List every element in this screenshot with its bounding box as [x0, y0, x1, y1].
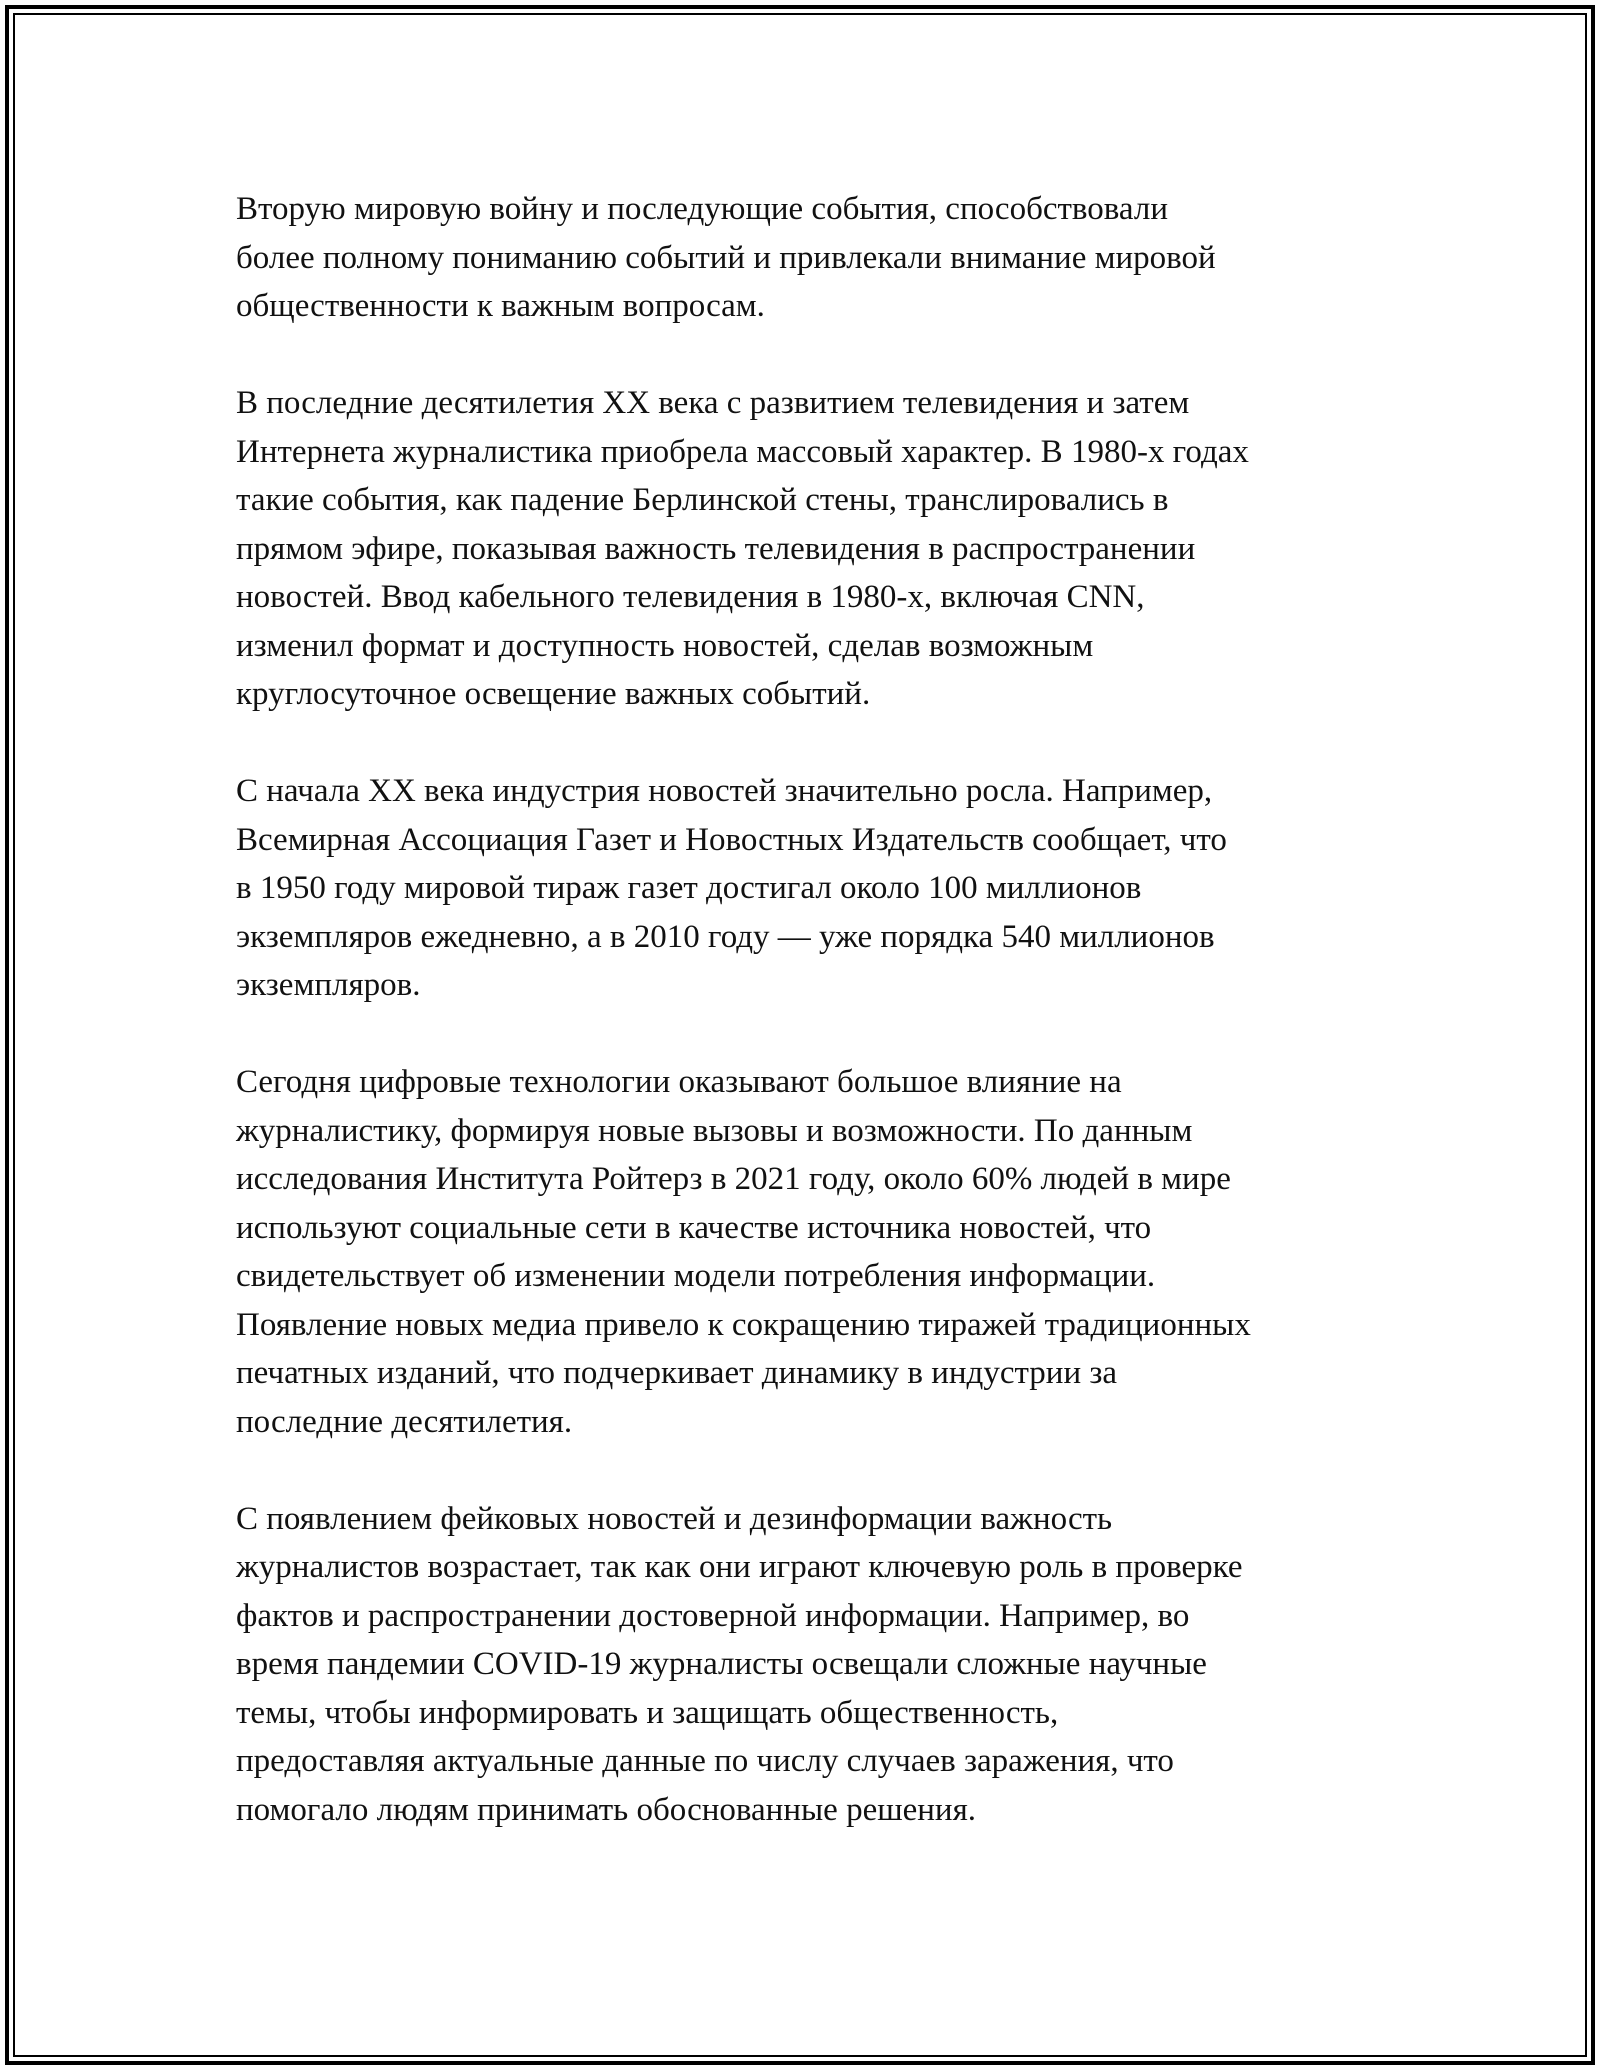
- text-line: время пандемии COVID-19 журналисты освещали сложные научные: [236, 1646, 1207, 1682]
- text-line: Сегодня цифровые технологии оказывают большое влияние на: [236, 1064, 1122, 1100]
- text-line: экземпляров.: [236, 967, 421, 1003]
- text-line: в 1950 году мировой тираж газет достигал около 100 миллионов: [236, 870, 1142, 906]
- text-line: Всемирная Ассоциация Газет и Новостных Издательств сообщает, что: [236, 821, 1227, 858]
- text-line: более полному пониманию событий и привлекали внимание мировой: [236, 239, 1216, 276]
- text-line: В последние десятилетия XX века с развитием телевидения и затем: [236, 385, 1190, 421]
- paragraph-4: [236, 1058, 1376, 1446]
- text-line: исследования Института Ройтерз в 2021 году, около 60% людей в мире: [236, 1161, 1231, 1197]
- text-line: экземпляров ежедневно, а в 2010 году — уже порядка 540 миллионов: [236, 918, 1215, 955]
- text-line: журналистику, формируя новые вызовы и возможности. По данным: [236, 1112, 1193, 1149]
- paragraph-1: [236, 185, 1376, 331]
- text-line: круглосуточное освещение важных событий.: [236, 676, 871, 712]
- paragraph-5: [236, 1495, 1376, 1835]
- text-line: Интернета журналистика приобрела массовый характер. В 1980-х годах: [236, 433, 1249, 470]
- text-line: помогало людям принимать обоснованные решения.: [236, 1791, 977, 1828]
- text-line: используют социальные сети в качестве источника новостей, что: [236, 1209, 1152, 1246]
- text-line: С появлением фейковых новостей и дезинформации важность: [236, 1500, 1113, 1537]
- text-line: печатных изданий, что подчеркивает динамику в индустрии за: [236, 1355, 1118, 1391]
- text-line: Появление новых медиа привело к сокращению тиражей традиционных: [236, 1306, 1251, 1343]
- text-line: свидетельствует об изменении модели потребления информации.: [236, 1258, 1156, 1294]
- text-line: Вторую мировую войну и последующие события, способствовали: [236, 191, 1168, 227]
- text-line: темы, чтобы информировать и защищать общественность,: [236, 1694, 1059, 1731]
- text-line: изменил формат и доступность новостей, сделав возможным: [236, 627, 1094, 664]
- text-line: новостей. Ввод кабельного телевидения в 1980-х, включая CNN,: [236, 579, 1145, 615]
- text-line: общественности к важным вопросам.: [236, 288, 765, 324]
- text-line: предоставляя актуальные данные по числу случаев заражения, что: [236, 1743, 1174, 1779]
- paragraph-2: [236, 379, 1376, 719]
- text-line: прямом эфире, показывая важность телевидения в распространении: [236, 530, 1196, 567]
- text-line: такие события, как падение Берлинской стены, транслировались в: [236, 482, 1169, 518]
- paragraph-3: [236, 767, 1376, 1010]
- document-body: [236, 185, 1376, 1883]
- text-line: С начала XX века индустрия новостей значительно росла. Например,: [236, 773, 1213, 809]
- text-line: последние десятилетия.: [236, 1403, 573, 1440]
- text-line: журналистов возрастает, так как они играют ключевую роль в проверке: [236, 1549, 1243, 1585]
- text-line: фактов и распространении достоверной информации. Например, во: [236, 1597, 1190, 1634]
